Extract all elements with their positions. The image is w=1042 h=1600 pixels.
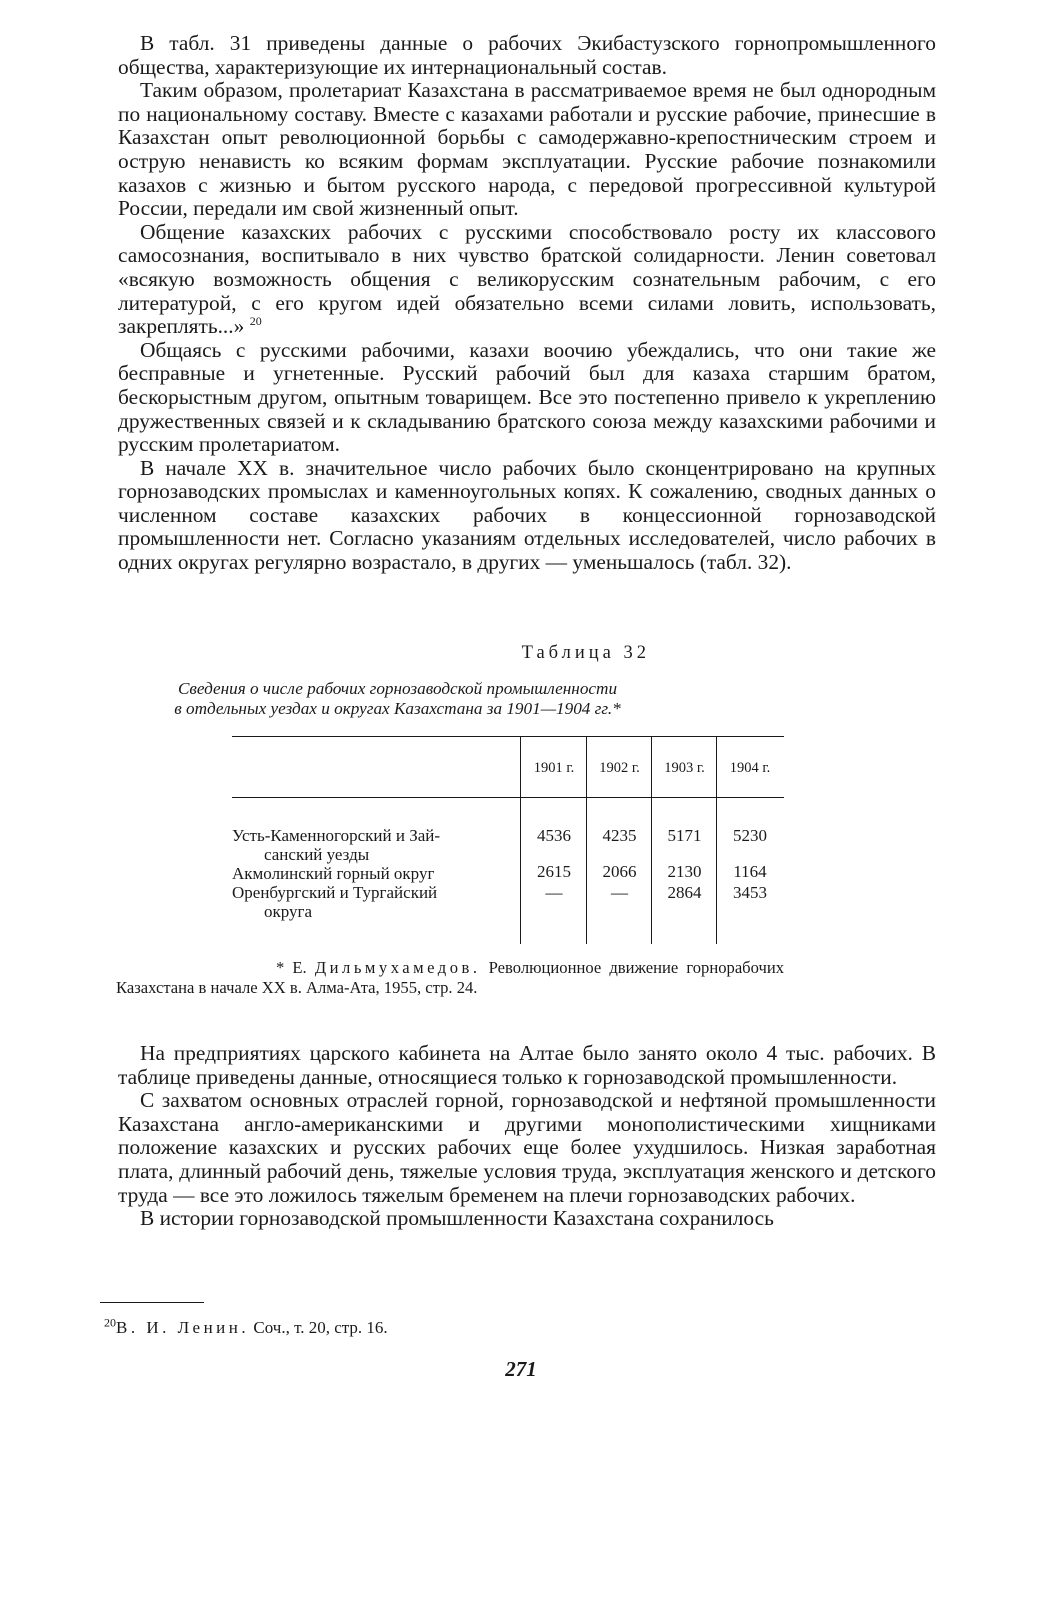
paragraph: На предприятиях царского кабинета на Алтае было занято около 4 тыс. рабочих. В таблице приведены данные, относящиеся только к горнозаводской промышленности.: [118, 1041, 936, 1089]
column-header: 1903 г.: [664, 760, 705, 776]
footnote-rule: [100, 1302, 204, 1303]
table-caption-line-1: Сведения о числе рабочих горнозаводской промышленности: [177, 679, 618, 698]
table-cell: 2130: [667, 862, 702, 881]
table-row-label: Усть-Каменногорский и Зай- санский уезды: [232, 826, 441, 864]
paragraph: Общаясь с русскими рабочими, казахи воочию убеждались, что они такие же бесправные и угнетенные. Русский рабочий был для казаха старшим братом, бескорыстным другом, опытным товарищем. Все это постепенно привело к укреплению дружественных связей и к складыванию братского союза между казахскими рабочими и русским пролетариатом.: [118, 337, 936, 457]
column-divider: [716, 737, 717, 944]
table-cell: 4235: [602, 826, 637, 845]
table-source-note: * Е. Дильмухамедов. Революционное движение горнорабочих Казахстана в начале XX в. Алма-Ата, 1955, стр. 24.: [116, 958, 785, 997]
paragraph: Таким образом, пролетариат Казахстана в рассматриваемое время не был однородным по национальному составу. Вместе с казахами работали и русские рабочие, принесшие в Казахстан опыт революционной борьбы с самодержавно-крепостническим строем и острую ненависть ко всяким формам эксплуатации. Русские рабочие познакомили казахов с жизнью и бытом русского народа, с передовой прогрессивной культурой России, передали им свой жизненный опыт.: [118, 78, 936, 221]
table-cell: 1164: [733, 862, 767, 881]
table-cell: 5171: [667, 826, 702, 845]
paragraph: В начале XX в. значительное число рабочих было сконцентрировано на крупных горнозаводских промыслах и каменноугольных копях. К сожалению, сводных данных о численном составе казахских рабочих в концессионной горнозаводской промышленности нет. Согласно указаниям отдельных исследователей, число рабочих в одних округах регулярно возрастало, в других — уменьшалось (табл. 32).: [118, 455, 936, 575]
table-header-rule: [232, 797, 784, 798]
footnote-author: В. И. Ленин.: [116, 1318, 250, 1337]
paragraph: В истории горнозаводской промышленности Казахстана сохранилось: [140, 1206, 774, 1231]
text-block-top: [118, 32, 936, 575]
paragraph: [118, 221, 936, 339]
text-block-bottom: [118, 1042, 936, 1231]
table-top-rule: [232, 736, 784, 737]
column-header: 1902 г.: [599, 760, 640, 776]
table-cell: 4536: [537, 826, 571, 845]
table-cell: —: [611, 883, 628, 902]
table-caption-line-2: в отдельных уездах и округах Казахстана за 1901—1904 гг.*: [174, 699, 621, 718]
table-cell: 2615: [537, 862, 571, 881]
page-number: 271: [505, 1357, 537, 1381]
footnote-text: Соч., т. 20, стр. 16.: [253, 1318, 388, 1337]
table-row-label: Оренбургский и Тургайский округа: [232, 883, 438, 921]
paragraph: В табл. 31 приведены данные о рабочих Экибастузского горнопромышленного общества, характеризующие их интернациональный состав.: [118, 31, 936, 79]
footnote: [104, 1315, 388, 1338]
table-cell: 5230: [733, 826, 767, 845]
table-label: Таблица 32: [521, 643, 650, 663]
column-header: 1901 г.: [533, 760, 575, 776]
column-divider: [586, 737, 587, 944]
column-header: 1904 г.: [729, 760, 771, 776]
paragraph-text: Общение казахских рабочих с русскими способствовало росту их классового самосознания, воспитывало в них чувство братской солидарности. Ленин советовал «всякую возможность общения с великорусским сознательным рабочим, с его литературой, с его кругом идей обязательно всеми силами ловить, использовать, закреплять...»: [118, 219, 936, 339]
paragraph: С захватом основных отраслей горной, горнозаводской и нефтяной промышленности Казахстана англо-американскими и другими монополистическими хищниками положение казахских и русских рабочих еще более ухудшилось. Низкая заработная плата, длинный рабочий день, тяжелые условия труда, эксплуатация женского и детского труда — все это ложилось тяжелым бременем на плечи горнозаводских рабочих.: [118, 1088, 936, 1207]
table-cell: 3453: [733, 883, 767, 902]
footnote-number: 20: [104, 1315, 116, 1330]
table-cell: 2864: [667, 883, 702, 902]
column-divider: [651, 737, 652, 944]
footnote-ref: 20: [249, 314, 262, 328]
table-cell: —: [545, 883, 563, 902]
table-cell: 2066: [602, 862, 637, 881]
table-row-label: Акмолинский горный округ: [232, 864, 435, 883]
column-divider: [520, 737, 521, 944]
